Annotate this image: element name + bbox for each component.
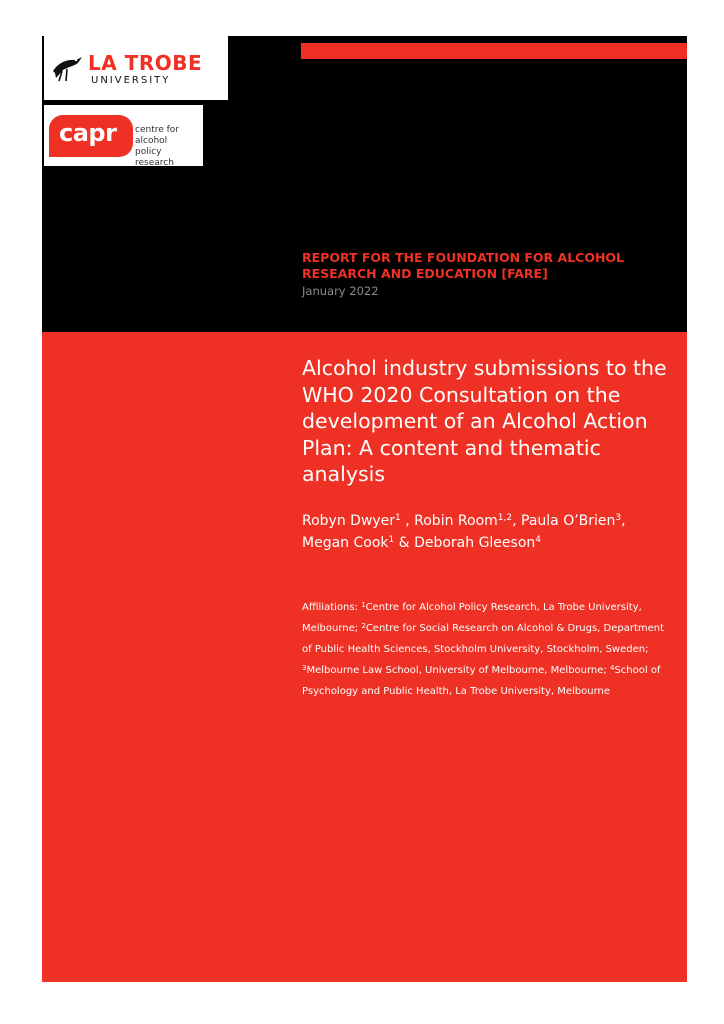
report-label: REPORT FOR THE FOUNDATION FOR ALCOHOL RESEARCH AND EDUCATION [FARE]	[302, 250, 625, 281]
affiliations: Affiliations: $^1$Centre for Alcohol Policy Research, La Trobe University, Melbourne; $^2$Centre for Social Research on Alcohol & Drugs, Department of Public Health Sciences, Stockholm University, Stockholm, Sweden; $^3$Melbourne Law School, University of Melbourne, Melbourne; $^4$School of Psychology and Public Health, La Trobe University, Melbourne	[302, 601, 665, 697]
capr-badge-text: capr	[59, 119, 117, 147]
pelican-icon	[50, 51, 84, 83]
la-trobe-logo	[44, 36, 228, 100]
la-trobe-subtitle: UNIVERSITY	[91, 75, 171, 86]
top-red-stripe	[301, 43, 687, 59]
page-title: Alcohol industry submissions to the WHO 2020 Consultation on the development of an Alcohol Action Plan: A content and thematic analysis	[302, 356, 667, 486]
capr-tagline: centre for alcohol policy research	[135, 125, 179, 168]
author-list: Robyn Dwyer$^1$ , Robin Room$^{1,2}$, Paula O’Brien$^3$, Megan Cook$^1$ & Deborah Gleeson$^4$	[302, 513, 626, 551]
la-trobe-wordmark: LA TROBE	[88, 51, 203, 75]
capr-logo	[44, 105, 203, 166]
report-date: January 2022	[302, 284, 379, 298]
